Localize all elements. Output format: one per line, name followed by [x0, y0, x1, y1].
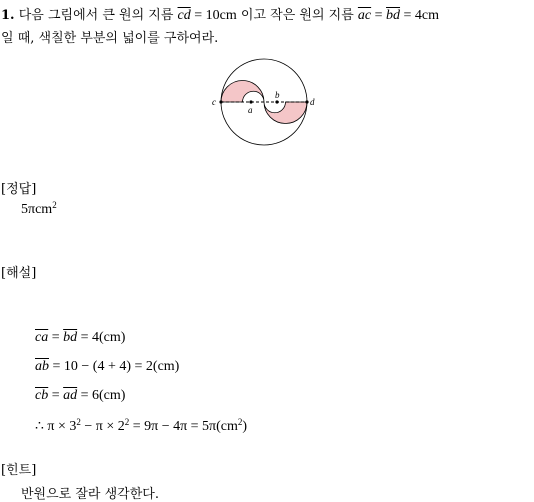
sol2-seg-ab: $\overline{ab}$ — [35, 359, 49, 374]
point-c — [219, 100, 222, 103]
point-a — [249, 100, 252, 103]
label-a: a — [248, 105, 253, 115]
solution-heading: [해설] — [1, 266, 37, 281]
solution-line-2 — [35, 359, 179, 375]
sol3-rest: = 6(cm) — [80, 388, 126, 403]
sol4-a: ∴ π × 3 — [35, 419, 77, 434]
sol4-b: − π × 2 — [80, 419, 125, 434]
answer-heading: [정답] — [1, 182, 37, 197]
sol3-eq: = — [51, 388, 60, 403]
circle-figure — [0, 50, 534, 210]
sol4-e1: 2 — [76, 417, 81, 427]
segment-bd: $\overline{bd}$ — [386, 8, 401, 23]
segment-ac: $\overline{ac}$ — [357, 8, 372, 23]
hint-heading: [힌트] — [1, 463, 37, 478]
answer-number: 5π — [21, 202, 36, 217]
answer-value — [21, 202, 57, 218]
sol4-e2: 2 — [124, 417, 130, 427]
problem-line-2: 일 때, 색칠한 부분의 넓이를 구하여라. — [1, 31, 219, 46]
sol1-rest: = 4(cm) — [80, 330, 126, 345]
eq-sign: = — [374, 8, 383, 23]
segment-cd: $\overline{cd}$ — [177, 8, 191, 23]
solution-line-3 — [35, 388, 125, 404]
sol4-d: ) — [242, 419, 248, 434]
label-d: d — [310, 97, 315, 107]
sol4-c: = 9π − 4π = 5π(cm — [129, 419, 238, 434]
solution-line-4 — [35, 418, 247, 435]
problem-line-1 — [1, 4, 439, 24]
answer-unit: cm — [35, 202, 53, 217]
label-c: c — [212, 97, 216, 107]
eq-cd: = 10cm — [194, 8, 237, 23]
sol3-seg-ad: $\overline{ad}$ — [63, 388, 78, 403]
problem-text-1a: 다음 그림에서 큰 원의 지름 — [18, 8, 174, 23]
problem-number: 1. — [1, 8, 15, 23]
sol1-seg-ca: $\overline{ca}$ — [35, 330, 49, 345]
hint-text: 반원으로 잘라 생각한다. — [21, 487, 159, 502]
sol2-rest: = 10 − (4 + 4) = 2(cm) — [52, 359, 180, 374]
eq-4cm: = 4cm — [403, 8, 440, 23]
label-b: b — [275, 90, 280, 100]
point-b — [275, 100, 278, 103]
sol4-e3: 2 — [237, 417, 243, 427]
sol1-seg-bd: $\overline{bd}$ — [63, 330, 78, 345]
sol3-seg-cb: $\overline{cb}$ — [35, 388, 49, 403]
problem-text-1b: 이고 작은 원의 지름 — [240, 8, 354, 23]
answer-exponent: 2 — [52, 200, 57, 210]
sol1-eq: = — [51, 330, 60, 345]
solution-line-1 — [35, 330, 125, 346]
point-d — [305, 100, 308, 103]
